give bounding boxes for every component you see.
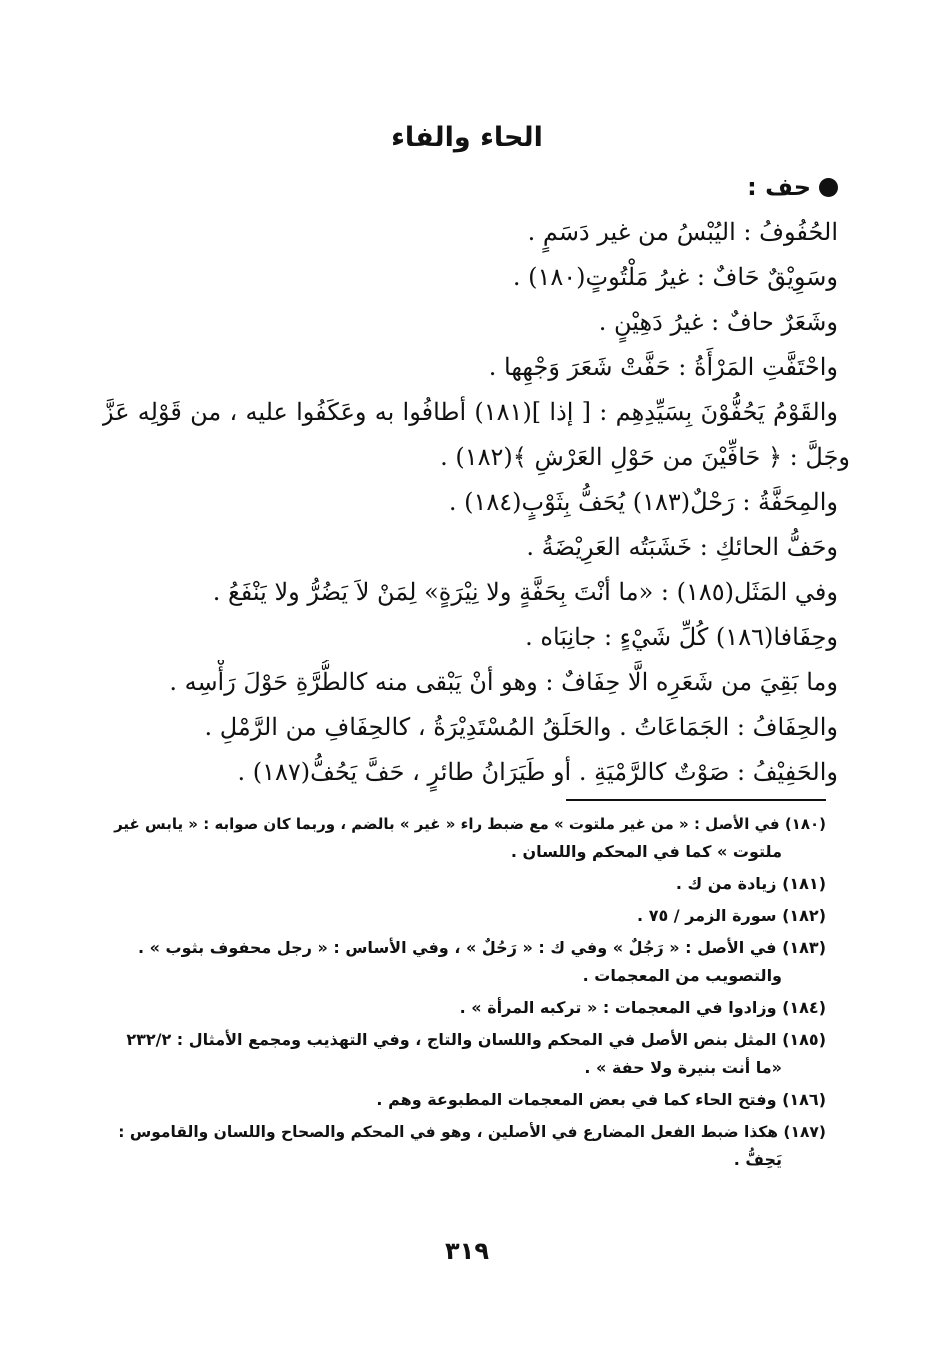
text-line: وفي المَثَل(١٨٥) : «ما أنْتَ بِحَفَّةٍ ولا نِيْرَةٍ» لِمَنْ لاَ يَضُرُّ ولا يَنْفَعُ . [212, 578, 838, 606]
entry-body [102, 210, 850, 795]
footnote-line: (١٨٠) في الأصل : « من غير ملتوت » مع ضبط راء « غير » بالضم ، وربما كان صوابه : « يابس غير [114, 815, 826, 833]
footnote-line: (١٨١) زيادة من ك . [675, 874, 826, 893]
footnote-line: (١٨٤) وزادوا في المعجمات : « تركبه المرأة » . [459, 998, 826, 1017]
footnote [104, 1026, 826, 1082]
text-line: وما بَقِيَ من شَعَرِه الَّا حِفَافٌ : وهو أنْ يَبْقى منه كالطُّرَّةِ حَوْلَ رَأْسِه . [169, 668, 838, 696]
page-number: ٣١٩ [445, 1237, 489, 1265]
footnote [104, 1086, 826, 1114]
text-line: وحَفُّ الحائكِ : خَشَبَتُه العَرِيْضَةُ . [526, 533, 838, 561]
footnote-line: (١٨٥) المثل بنص الأصل في المحكم واللسان والتاج ، وفي التهذيب ومجمع الأمثال : ٢٣٢/٢ [126, 1030, 826, 1049]
footnote-line: (١٨٧) هكذا ضبط الفعل المضارع في الأصلين ، وهو في المحكم والصحاح واللسان والقاموس : [118, 1123, 826, 1141]
footnote [104, 902, 826, 930]
footnote-line: والتصويب من المعجمات . [582, 966, 782, 985]
footnote [104, 994, 826, 1022]
entry-root: حف : [747, 173, 811, 201]
footnote [104, 1118, 826, 1174]
text-line: وسَوِيْقٌ حَافٌ : غيرُ مَلْتُوتٍ(١٨٠) . [512, 263, 838, 291]
text-line: والحَفِيْفُ : صَوْتٌ كالرَّمْيَةِ . أو طَيَرَانُ طائرٍ ، حَفَّ يَحُفُّ(١٨٧) . [237, 758, 838, 786]
entry-heading [747, 170, 838, 204]
text-line: وحِفَافا(١٨٦) كُلِّ شَيْءٍ : جانِبَاه . [525, 623, 838, 651]
text-line: والحِفَافُ : الجَمَاعَاتُ . والحَلَقُ المُسْتَدِيْرَةُ ، كالحِفَافِ من الرَّمْلِ . [204, 713, 838, 741]
text-line: واحْتَفَّتِ المَرْأَةُ : حَفَّتْ شَعَرَ وَجْهِها . [488, 353, 838, 381]
text-line: والمِحَفَّةُ : رَحْلٌ(١٨٣) يُحَفُّ بِثَوْبٍ(١٨٤) . [448, 488, 838, 516]
footnote-separator [566, 799, 826, 801]
page-header: الحاء والفاء [391, 122, 543, 153]
text-line: وجَلَّ : ﴿ حَافِّيْنَ من حَوْلِ العَرْشِ ﴾(١٨٢) . [440, 443, 850, 471]
footnote-line: «ما أنت بنيرة ولا حفة » . [584, 1058, 782, 1077]
text-line: والقَوْمُ يَحُفُّوْنَ بِسَيِّدِهِم : [ إذا ](١٨١) أطافُوا به وعَكَفُوا عليه ، من قَوْلِه عَزَّ [102, 398, 838, 426]
footnote-line: (١٨٦) وفتح الحاء كما في بعض المعجمات المطبوعة وهم . [376, 1090, 826, 1109]
footnote [104, 934, 826, 990]
text-line: وشَعَرٌ حافٌ : غيرُ دَهِيْنٍ . [598, 308, 838, 336]
footnote [104, 870, 826, 898]
footnote [104, 810, 826, 866]
footnotes [104, 810, 826, 1178]
footnote-line: ملتوت » كما في المحكم واللسان . [510, 842, 782, 861]
footnote-line: (١٨٢) سورة الزمر / ٧٥ . [637, 906, 826, 925]
bullet-icon [819, 178, 838, 197]
text-line: الحُفُوفُ : اليُبْسُ من غير دَسَمٍ . [527, 218, 838, 246]
footnote-line: يَحِفُّ . [733, 1150, 782, 1169]
footnote-line: (١٨٣) في الأصل : « رَجُلٌ » وفي ك : « رَحُلٌ » ، وفي الأساس : « رجل محفوف بثوب » . [137, 938, 826, 957]
